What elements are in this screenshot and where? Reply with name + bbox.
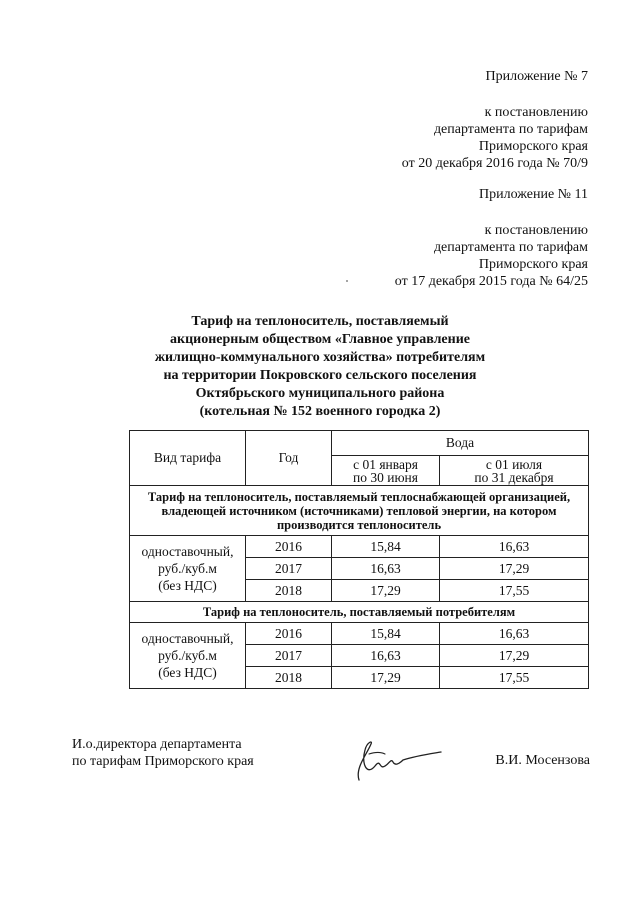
value-cell: 17,29 [332, 667, 440, 689]
appendix-block-2 [395, 186, 588, 290]
year-cell: 2017 [246, 558, 332, 580]
header-period-1: с 01 января по 30 июня [332, 456, 440, 486]
document-title [130, 313, 510, 421]
signatory-name: В.И. Мосензова [495, 753, 590, 768]
year-cell: 2018 [246, 580, 332, 602]
value-cell: 16,63 [332, 558, 440, 580]
appendix-line: департамента по тарифам [433, 240, 588, 255]
handwritten-signature [345, 736, 445, 786]
appendix-title: Приложение № 7 [485, 69, 588, 84]
year-cell: 2016 [246, 623, 332, 645]
year-cell: 2018 [246, 667, 332, 689]
value-cell: 17,29 [332, 580, 440, 602]
signatory-position [72, 736, 254, 770]
table-row [130, 536, 589, 558]
header-tariff-type: Вид тарифа [130, 431, 246, 486]
value-cell: 17,29 [440, 558, 589, 580]
value-cell: 16,63 [332, 645, 440, 667]
tariff-table [129, 430, 589, 689]
section-heading: Тариф на теплоноситель, поставляемый потребителям [130, 602, 589, 623]
title-line: Тариф на теплоноситель, поставляемый [191, 314, 449, 329]
value-cell: 16,63 [440, 623, 589, 645]
appendix-line: Приморского края [478, 257, 588, 272]
appendix-line: к постановлению [484, 223, 588, 238]
value-cell: 17,29 [440, 645, 589, 667]
appendix-line: от 17 декабря 2015 года № 64/25 [394, 274, 588, 289]
value-cell: 17,55 [440, 580, 589, 602]
tariff-type-cell: одноставочный, руб./куб.м (без НДС) [130, 623, 246, 689]
value-cell: 16,63 [440, 536, 589, 558]
position-line: по тарифам Приморского края [72, 754, 254, 769]
appendix-line: к постановлению [484, 105, 588, 120]
table-row [130, 623, 589, 645]
title-line: Октябрьского муниципального района [195, 386, 445, 401]
title-line: (котельная № 152 военного городка 2) [199, 404, 441, 419]
value-cell: 17,55 [440, 667, 589, 689]
header-year: Год [246, 431, 332, 486]
year-cell: 2017 [246, 645, 332, 667]
position-line: И.о.директора департамента [72, 737, 242, 752]
appendix-line: от 20 декабря 2016 года № 70/9 [401, 156, 588, 171]
year-cell: 2016 [246, 536, 332, 558]
title-line: на территории Покровского сельского поселения [163, 368, 477, 383]
appendix-line: департамента по тарифам [433, 122, 588, 137]
header-period-2: с 01 июля по 31 декабря [440, 456, 589, 486]
scan-speck [346, 280, 348, 282]
section-heading: Тариф на теплоноситель, поставляемый теплоснабжающей организацией, владеющей источником (источниками) тепловой энергии, на котором производится теплоноситель [130, 486, 589, 536]
appendix-title: Приложение № 11 [479, 187, 588, 202]
title-line: акционерным обществом «Главное управление [170, 332, 470, 347]
appendix-line: Приморского края [478, 139, 588, 154]
value-cell: 15,84 [332, 536, 440, 558]
title-line: жилищно-коммунального хозяйства» потребителям [154, 350, 486, 365]
tariff-type-cell: одноставочный, руб./куб.м (без НДС) [130, 536, 246, 602]
header-water: Вода [332, 431, 589, 456]
appendix-block-1 [402, 68, 588, 172]
value-cell: 15,84 [332, 623, 440, 645]
